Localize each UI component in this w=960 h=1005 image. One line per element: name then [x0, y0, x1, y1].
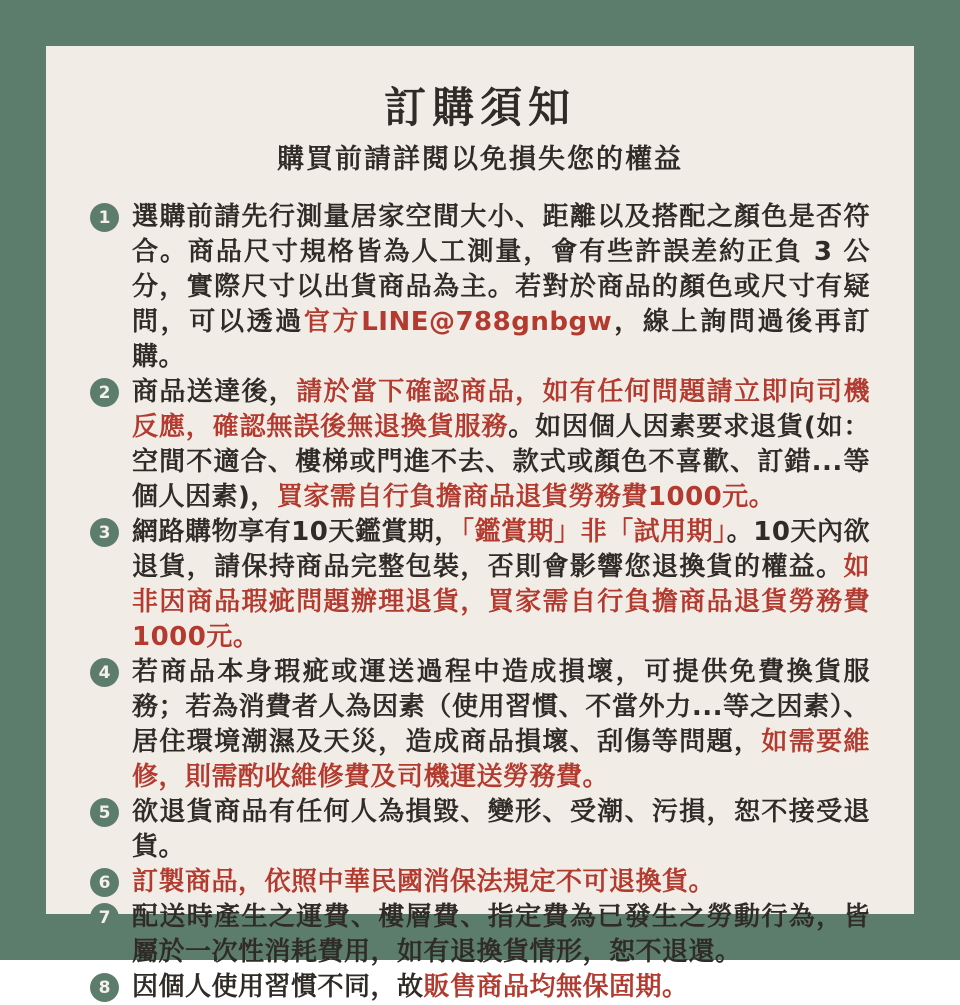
notice-number-badge: 8: [90, 973, 119, 1002]
notice-item: [90, 375, 870, 515]
notice-text: [132, 865, 870, 900]
notice-item: [90, 970, 870, 1005]
page-subtitle: 購買前請詳閱以免損失您的權益: [277, 144, 683, 175]
notice-text-segment: 。如因個人因素要求退貨(如：空間不適合、樓梯或門進不去、款式或顏色不喜歡、訂錯...等個人因素)，: [132, 412, 870, 512]
notice-text: [132, 655, 870, 795]
notice-text-segment: 販售商品均無保固期。: [423, 972, 689, 1002]
notice-number-badge: 6: [90, 868, 119, 897]
notice-item: [90, 200, 870, 375]
notice-number-badge: 7: [90, 903, 119, 932]
notice-text-segment: 如非因商品瑕疵問題辦理退貨，買家需自行負擔商品退貨勞務費1000元。: [132, 552, 870, 652]
notice-text-segment: 如需要維修，則需酌收維修費及司機運送勞務費。: [132, 727, 870, 792]
notice-number-badge: 4: [90, 658, 119, 687]
notice-number-badge: 3: [90, 518, 119, 547]
page-title: 訂購須知: [383, 83, 576, 132]
notice-text-segment: 商品送達後，: [132, 377, 297, 407]
notice-text-segment: 若商品本身瑕疵或運送過程中造成損壞，可提供免費換貨服務；若為消費者人為因素（使用習慣、不當外力...等之因素）、居住環境潮濕及天災，造成商品損壞、刮傷等問題，: [132, 657, 870, 757]
notice-item: [90, 515, 870, 655]
notice-text-segment: 。10天內欲退貨，請保持商品完整包裝，否則會影響您退換貨的權益。: [132, 517, 870, 582]
notice-text: [132, 375, 870, 515]
notice-number-badge: 2: [90, 378, 119, 407]
notice-text-segment: 因個人使用習慣不同，故: [132, 972, 424, 1002]
notice-text-segment: 官方LINE@788gnbgw: [303, 307, 613, 337]
notice-text-segment: 配送時產生之運費、樓層費、指定費為已發生之勞動行為，皆屬於一次性消耗費用，如有退換貨情形，恕不退還。: [132, 902, 870, 967]
notice-text: [132, 900, 870, 970]
notice-text: [132, 970, 870, 1005]
notice-item: [90, 900, 870, 970]
notice-text-segment: ，線上詢問過後再訂購。: [132, 307, 870, 372]
notice-text-segment: 請於當下確認商品，如有任何問題請立即向司機反應，確認無誤後無退換貨服務: [132, 377, 870, 442]
notice-text-segment: 訂製商品，依照中華民國消保法規定不可退換貨。: [132, 867, 716, 897]
notice-text: [132, 200, 870, 375]
notice-number-badge: 1: [90, 203, 119, 232]
notice-text: [132, 515, 870, 655]
notice-list: [90, 200, 870, 1005]
notice-text: [132, 795, 870, 865]
notice-text-segment: 網路購物享有10天鑑賞期，: [132, 517, 461, 547]
notice-text-segment: 欲退貨商品有任何人為損毀、變形、受潮、污損，恕不接受退貨。: [132, 797, 870, 862]
notice-panel: [46, 46, 914, 1002]
notice-text-segment: 選購前請先行測量居家空間大小、距離以及搭配之顏色是否符合。商品尺寸規格皆為人工測量，會有些許誤差約正負 3 公分，實際尺寸以出貨商品為主。若對於商品的顏色或尺寸有疑問，可以透過: [132, 202, 870, 337]
notice-text-segment: 「鑑賞期」非「試用期」: [460, 517, 727, 547]
notice-item: [90, 795, 870, 865]
notice-text-segment: 買家需自行負擔商品退貨勞務費1000元。: [276, 482, 776, 512]
notice-number-badge: 5: [90, 798, 119, 827]
notice-item: [90, 865, 870, 900]
notice-item: [90, 655, 870, 795]
